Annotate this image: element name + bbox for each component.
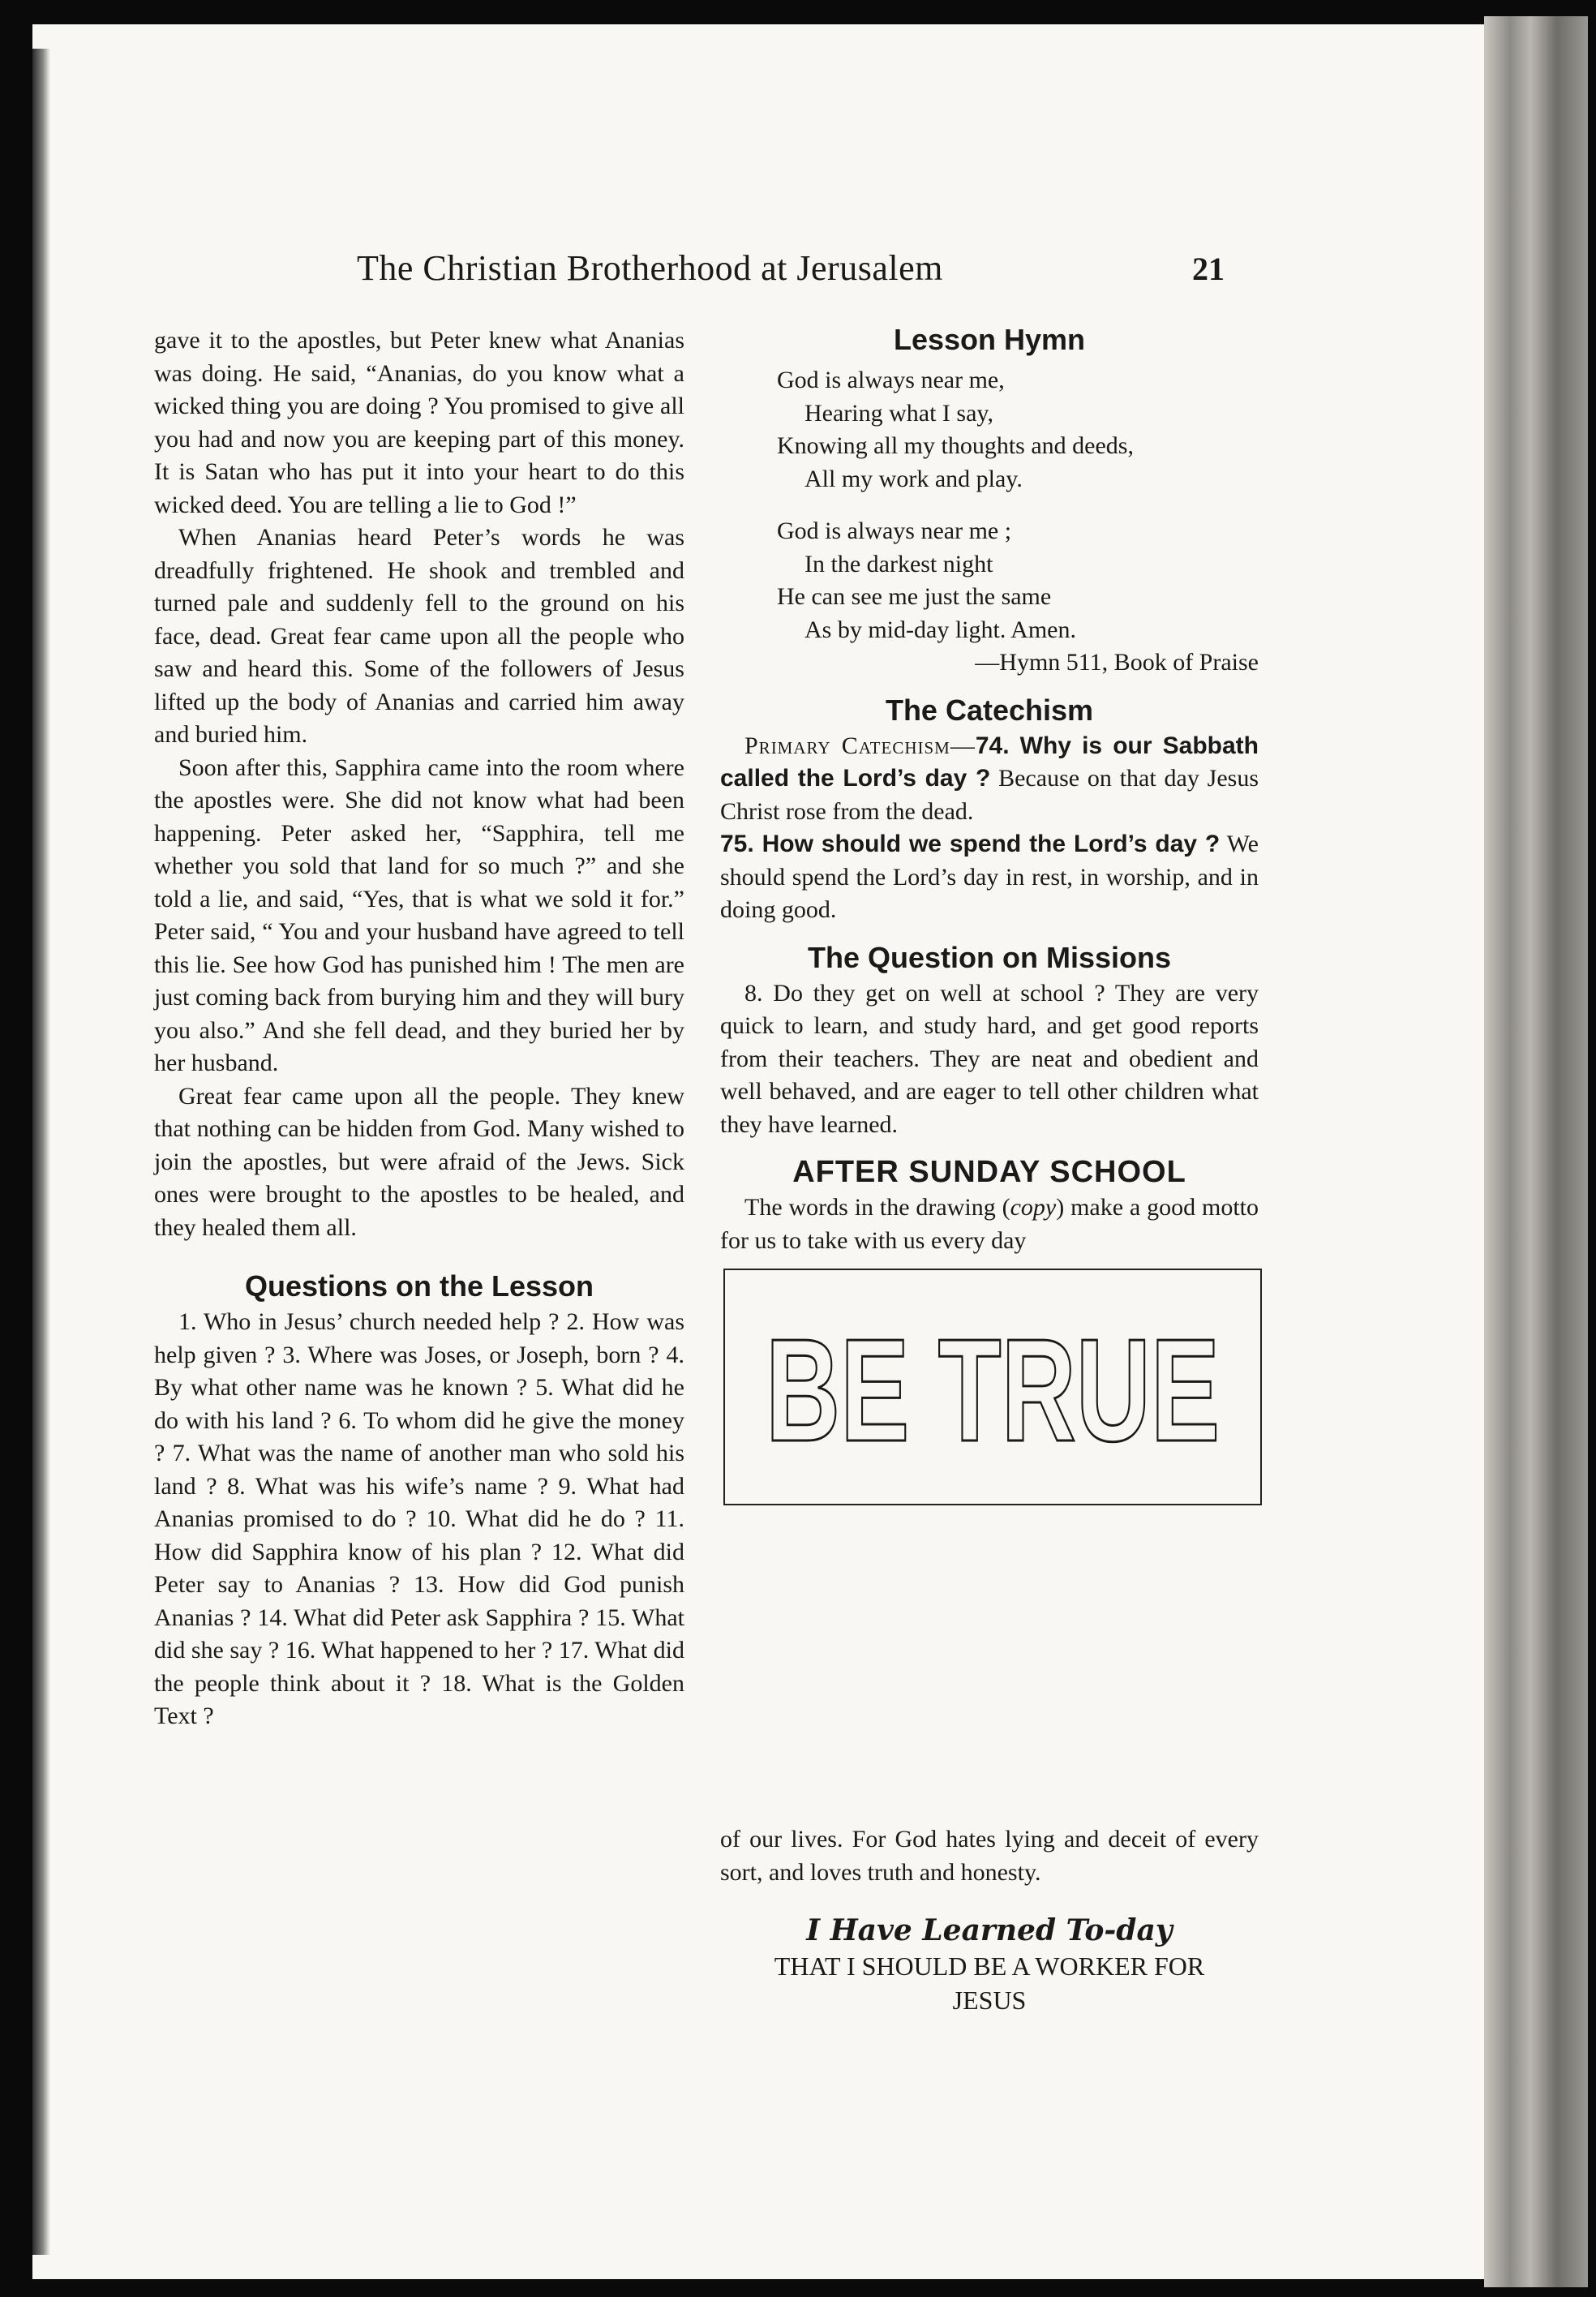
hymn-line: He can see me just the same [777,583,1052,610]
hymn-line: God is always near me ; [777,517,1012,544]
questions-heading: Questions on the Lesson [244,1269,594,1303]
learned-line-2: JESUS [952,1986,1027,2015]
motto-text: BE TRUE [766,1309,1220,1472]
hymn-heading: Lesson Hymn [893,323,1086,356]
hymn-line: God is always near me, [777,367,1005,393]
after-text-part: The words in the drawing ( [744,1194,1010,1221]
catechism-answer-74: Because on that day Jesus Christ rose from the dead. [720,765,1259,825]
catechism-question-75: 75. How should we spend the Lord’s day ? [720,831,1221,857]
story-paragraph: Great fear came upon all the people. They knew that nothing can be hidden from God. Many wished to join the apostles, but were afraid of the Jews. Sick ones were brought to the apostles to be healed, and they healed them all. [154,1082,684,1241]
left-column [154,324,684,1733]
hymn-line: Hearing what I say, [804,399,993,427]
binding-shadow [32,49,50,2255]
running-title: The Christian Brotherhood at Jerusalem [357,248,943,288]
motto-svg [725,1270,1260,1504]
after-text-part: ) make a good motto for us to take with us every day [720,1194,1259,1254]
catechism-text-75 [720,828,1259,927]
after-text-italic: copy [1010,1194,1057,1221]
after-sunday-school-text [720,1191,1259,1257]
hymn-line: All my work and play. [804,465,1023,492]
hymn-line: Knowing all my thoughts and deeds, [777,432,1134,459]
continuation-text: of our lives. For God hates lying and deceit of every sort, and loves truth and honesty. [720,1826,1259,1886]
right-column-bottom [720,1823,1259,2017]
questions-text: 1. Who in Jesus’ church needed help ? 2. How was help given ? 3. Where was Joses, or Joseph, born ? 4. By what other name was he known ? 5. What did he do with his land ? 6. To whom did he give the money ? 7. What was the name of another man who sold his land ? 8. What was his wife’s name ? 9. What had Ananias promised to do ? 10. What did he do ? 11. How did Sapphira know of his plan ? 12. What did Peter say to Ananias ? 13. How did God punish Ananias ? 14. What did Peter ask Sapphira ? 15. What did she say ? 16. What happened to her ? 17. What did the people think about it ? 18. What is the Golden Text ? [154,1308,684,1729]
story-paragraph: When Ananias heard Peter’s words he was dreadfully frightened. He shook and trembled and turned pale and suddenly fell to the ground on his face, dead. Great fear came upon all the people who saw and heard this. Some of the followers of Jesus lifted up the body of Ananias and carried him away and buried him. [154,524,684,748]
page-number: 21 [1192,251,1225,287]
learned-title: I Have Learned To-day [806,1913,1173,1947]
catechism-heading: The Catechism [885,693,1094,727]
missions-text: 8. Do they get on well at school ? They are very quick to learn, and study hard, and get good reports from their teachers. They are neat and obedient and well behaved, and are eager to tell other children what they have learned. [720,979,1259,1138]
learned-line-1: THAT I SHOULD BE A WORKER FOR [774,1951,1205,1981]
right-column [720,320,1259,1505]
missions-heading: The Question on Missions [807,940,1172,974]
story-paragraph: gave it to the apostles, but Peter knew what Ananias was doing. He said, “Ananias, do you know what a wicked thing you are doing ? You promised to give all you had and now you are keeping part of this money. It is Satan who has put it into your heart to do this wicked deed. You are telling a lie to God !” [154,327,684,518]
motto-drawing [723,1269,1262,1505]
catechism-answer-75: We should spend the Lord’s day in rest, in worship, and in doing good. [720,831,1259,923]
hymn-credit: —Hymn 511, Book of Praise [975,649,1259,676]
hymn-line: As by mid-day light. Amen. [804,616,1076,643]
catechism-label: Primary Catechism— [744,732,976,759]
hymn-line: In the darkest night [804,550,993,577]
after-sunday-school-heading: AFTER SUNDAY SCHOOL [792,1155,1186,1189]
story-paragraph: Soon after this, Sapphira came into the room where the apostles were. She did not know what had been happening. Peter asked her, “Sapphira, tell me whether you sold that land for so much ?” and she told a lie, and said, “Yes, that is what we sold it for.” Peter said, “ You and your husband have agreed to tell this lie. See how God has punished him ! The men are just coming back from burying him and they will bury you also.” And she fell dead, and they buried her by her husband. [154,754,684,1076]
page-edges [1484,16,1588,2287]
catechism-question-74: 74. Why is our Sabbath called the Lord’s day ? [720,732,1259,792]
hymn-stanza-1 [777,364,1259,646]
catechism-text [720,730,1259,829]
